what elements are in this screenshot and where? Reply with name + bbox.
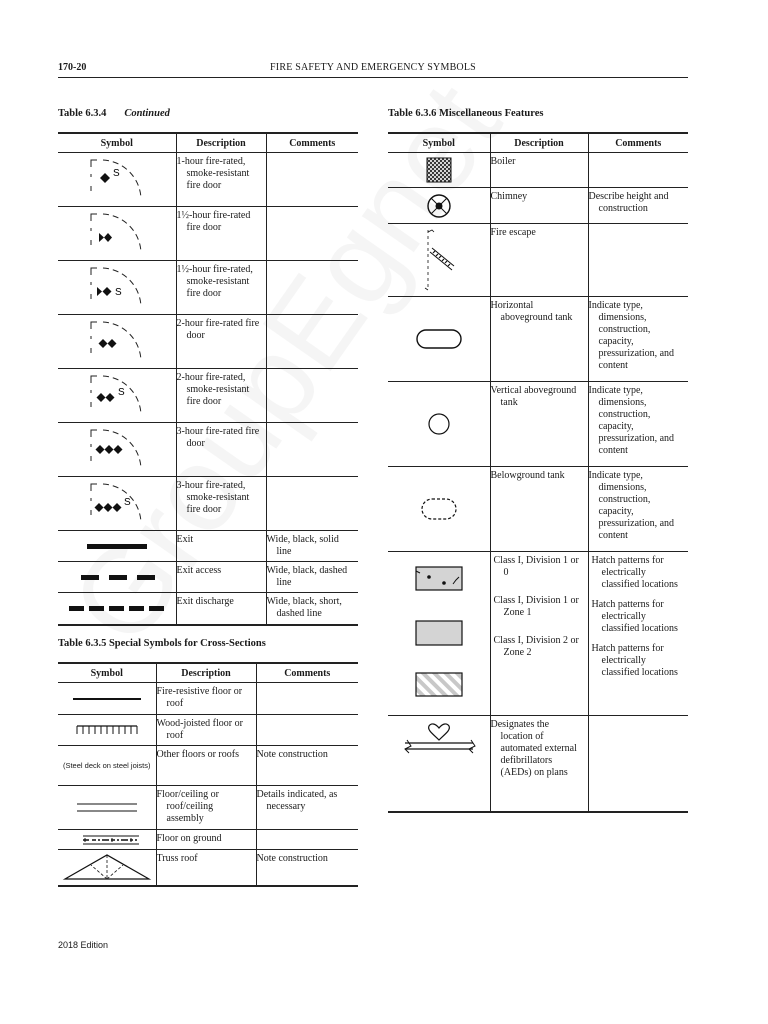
boiler-icon <box>419 155 459 185</box>
comments-cell <box>266 207 358 261</box>
description-cell: Floor/ceiling or roof/ceiling assembly <box>156 786 256 830</box>
exit-line-icon <box>67 536 167 556</box>
table-row <box>388 716 688 812</box>
symbol-cell <box>388 153 490 188</box>
description-cell: Horizontal aboveground tank <box>490 297 588 382</box>
description-cell: Exit discharge <box>176 593 266 625</box>
symbol-cell <box>58 315 176 369</box>
table-row <box>388 297 688 382</box>
door-3h-icon <box>82 425 152 475</box>
table-row <box>388 224 688 297</box>
description-cell: 1-hour fire-rated, smoke-resistant fire door <box>176 153 266 207</box>
table-row <box>58 830 358 850</box>
column-header-description: Description <box>490 133 588 153</box>
hazard-description-1: Class I, Division 1 or Zone 1 <box>493 595 579 618</box>
class1-div2-zone2-icon <box>416 673 462 696</box>
table-636-title: Table 6.3.6 Miscellaneous Features <box>388 108 544 119</box>
symbol-cell <box>58 786 156 830</box>
symbol-cell <box>388 188 490 224</box>
exit-discharge-line-icon <box>65 598 169 618</box>
truss-roof-icon <box>61 851 153 883</box>
smoke-mark: S <box>117 386 125 398</box>
description-cell: Wood-joisted floor or roof <box>156 715 256 746</box>
symbol-cell <box>58 830 156 850</box>
horizontal-tank-icon <box>409 324 469 354</box>
symbol-cell <box>58 423 176 477</box>
description-cell: Boiler <box>490 153 588 188</box>
column-header-comments: Comments <box>256 663 358 683</box>
table-row <box>388 188 688 224</box>
footer-edition: 2018 Edition <box>58 940 109 950</box>
table-635 <box>58 662 358 887</box>
hazard-comment-0: Hatch patterns for electrically classified locations <box>591 555 678 590</box>
table-row <box>58 153 358 207</box>
comments-cell: Wide, black, short, dashed line <box>266 593 358 625</box>
aed-icon <box>399 722 479 762</box>
comments-cell <box>266 369 358 423</box>
table-row <box>58 207 358 261</box>
table-row <box>58 531 358 562</box>
comments-cell: Wide, black, solid line <box>266 531 358 562</box>
table-row <box>388 552 688 716</box>
table-row <box>58 593 358 625</box>
description-cell <box>490 552 588 716</box>
description-cell: 2-hour fire-rated, smoke-resistant fire door <box>176 369 266 423</box>
door-1-5h-smoke-icon <box>82 263 152 313</box>
description-cell: Chimney <box>490 188 588 224</box>
table-row <box>58 786 358 830</box>
column-header-description: Description <box>156 663 256 683</box>
symbol-cell <box>58 593 176 625</box>
comments-cell: Describe height and construction <box>588 188 688 224</box>
comments-cell: Wide, black, dashed line <box>266 562 358 593</box>
table-634-title <box>58 108 170 119</box>
wood-joisted-floor-icon <box>67 722 147 738</box>
door-1-5h-icon <box>82 209 152 259</box>
symbol-cell <box>388 467 490 552</box>
comments-cell <box>588 552 688 716</box>
comments-cell: Indicate type, dimensions, construction, capacity, pressurization, and content <box>588 467 688 552</box>
description-cell: Belowground tank <box>490 467 588 552</box>
description-cell: Exit <box>176 531 266 562</box>
description-cell: Truss roof <box>156 850 256 886</box>
description-cell: 2-hour fire-rated fire door <box>176 315 266 369</box>
class1-div1-icon <box>416 567 462 590</box>
comments-cell: Details indicated, as necessary <box>256 786 358 830</box>
description-cell: 3-hour fire-rated, smoke-resistant fire door <box>176 477 266 531</box>
symbol-cell <box>58 153 176 207</box>
comments-cell <box>266 261 358 315</box>
description-cell: 1½-hour fire-rated, smoke-resistant fire door <box>176 261 266 315</box>
comments-cell <box>266 153 358 207</box>
hazard-description-2: Class I, Division 2 or Zone 2 <box>493 635 579 658</box>
description-cell: Fire escape <box>490 224 588 297</box>
table-row <box>58 369 358 423</box>
table-row <box>58 261 358 315</box>
table-634-number: Table 6.3.4 <box>58 108 107 119</box>
comments-cell <box>266 315 358 369</box>
comments-cell <box>588 153 688 188</box>
door-1h-smoke-icon <box>82 155 152 205</box>
symbol-cell <box>58 715 156 746</box>
table-row <box>388 382 688 467</box>
comments-cell <box>266 477 358 531</box>
hazard-comment-2: Hatch patterns for electrically classified locations <box>591 643 678 678</box>
table-row <box>58 850 358 886</box>
table-row <box>58 477 358 531</box>
symbol-cell <box>388 552 490 716</box>
smoke-mark: S <box>114 286 122 298</box>
table-row <box>58 315 358 369</box>
exit-access-line-icon <box>67 567 167 587</box>
description-cell: Fire-resistive floor or roof <box>156 683 256 715</box>
fire-escape-icon <box>414 226 464 294</box>
column-header-description: Description <box>176 133 266 153</box>
comments-cell <box>588 716 688 812</box>
running-title: FIRE SAFETY AND EMERGENCY SYMBOLS <box>270 62 476 73</box>
smoke-mark: S <box>123 496 131 508</box>
comments-cell: Indicate type, dimensions, construction, capacity, pressurization, and content <box>588 297 688 382</box>
comments-cell <box>256 830 358 850</box>
table-636 <box>388 132 688 813</box>
table-634-continued: Continued <box>124 108 170 119</box>
table-row <box>58 715 358 746</box>
hazard-description-0: Class I, Division 1 or 0 <box>493 555 579 578</box>
table-row <box>388 153 688 188</box>
comments-cell: Note construction <box>256 746 358 786</box>
symbol-cell <box>58 261 176 315</box>
symbol-cell <box>58 531 176 562</box>
symbol-cell <box>388 297 490 382</box>
column-header-symbol: Symbol <box>388 133 490 153</box>
door-2h-icon <box>82 317 152 367</box>
smoke-mark: S <box>112 167 120 179</box>
table-row <box>388 467 688 552</box>
symbol-cell <box>58 562 176 593</box>
class1-div1-zone1-icon <box>416 621 462 645</box>
door-3h-smoke-icon <box>82 479 152 529</box>
header-rule <box>58 77 688 78</box>
description-cell: Vertical aboveground tank <box>490 382 588 467</box>
floor-on-ground-icon <box>67 833 147 847</box>
column-header-comments: Comments <box>588 133 688 153</box>
vertical-tank-icon <box>419 409 459 439</box>
symbol-cell <box>58 746 156 786</box>
description-cell: Exit access <box>176 562 266 593</box>
fire-resistive-floor-icon <box>67 691 147 707</box>
page-header <box>58 62 688 76</box>
comments-cell <box>588 224 688 297</box>
description-cell: Designates the location of automated external defibrillators (AEDs) on plans <box>490 716 588 812</box>
steel-deck-label: (Steel deck on steel joists) <box>62 761 151 770</box>
symbol-cell <box>58 207 176 261</box>
table-row <box>58 562 358 593</box>
comments-cell <box>256 715 358 746</box>
table-635-title: Table 6.3.5 Special Symbols for Cross-Sections <box>58 638 266 649</box>
column-header-comments: Comments <box>266 133 358 153</box>
column-header-symbol: Symbol <box>58 663 156 683</box>
symbol-cell <box>388 224 490 297</box>
hazard-symbols-group <box>409 560 469 700</box>
symbol-cell <box>58 369 176 423</box>
description-cell: 3-hour fire-rated fire door <box>176 423 266 477</box>
table-row <box>58 683 358 715</box>
comments-cell <box>266 423 358 477</box>
hazard-comment-1: Hatch patterns for electrically classified locations <box>591 599 678 634</box>
table-row <box>58 746 358 786</box>
page-number: 170-20 <box>58 62 87 73</box>
floor-ceiling-assembly-icon <box>67 798 147 818</box>
symbol-cell <box>388 382 490 467</box>
symbol-cell <box>58 683 156 715</box>
description-cell: Other floors or roofs <box>156 746 256 786</box>
comments-cell <box>256 683 358 715</box>
description-cell: 1½-hour fire-rated fire door <box>176 207 266 261</box>
belowground-tank-icon <box>414 494 464 524</box>
chimney-icon <box>419 191 459 221</box>
comments-cell: Note construction <box>256 850 358 886</box>
symbol-cell <box>58 477 176 531</box>
table-634 <box>58 132 358 626</box>
symbol-cell <box>388 716 490 812</box>
table-row <box>58 423 358 477</box>
description-cell: Floor on ground <box>156 830 256 850</box>
comments-cell: Indicate type, dimensions, construction, capacity, pressurization, and content <box>588 382 688 467</box>
door-2h-smoke-icon <box>82 371 152 421</box>
column-header-symbol: Symbol <box>58 133 176 153</box>
symbol-cell <box>58 850 156 886</box>
